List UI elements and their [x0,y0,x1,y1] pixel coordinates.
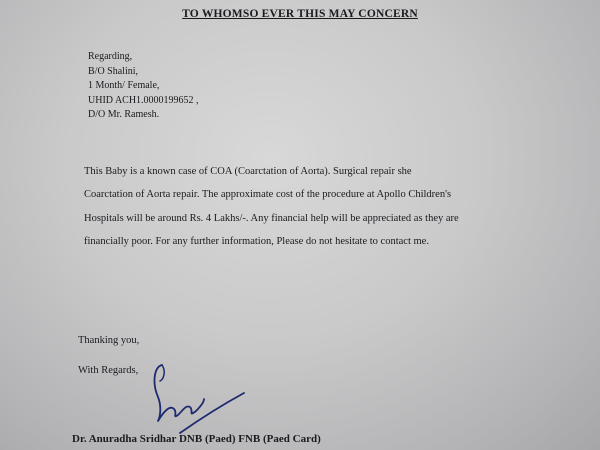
body-line: Hospitals will be around Rs. 4 Lakhs/-. Any financial help will be appreciated as they are [84,212,459,224]
body-line: Coarctation of Aorta repair. The approximate cost of the procedure at Apollo Children's [84,189,452,201]
closing-block [78,326,139,386]
patient-reference-block [88,50,199,123]
reference-uhid: UHID ACH1.0000199652 , [88,94,199,106]
letter-heading: TO WHOMSO EVER THIS MAY CONCERN [182,8,418,20]
doctor-name-qualifications: Dr. Anuradha Sridhar DNB (Paed) FNB (Paed Card) [72,433,321,445]
signature-mark [140,355,260,435]
body-line: financially poor. For any further information, Please do not hesitate to contact me. [84,236,429,248]
reference-parent: D/O Mr. Ramesh. [88,109,160,120]
closing-regards: With Regards, [78,365,139,376]
body-line: This Baby is a known case of COA (Coarctation of Aorta). Surgical repair she [84,166,412,177]
closing-thanks: Thanking you, [78,335,140,346]
reference-age-gender: 1 Month/ Female, [88,80,160,91]
reference-regarding: Regarding, [88,51,133,62]
reference-patient-name: B/O Shalini, [88,65,139,77]
letter-body [84,166,554,260]
